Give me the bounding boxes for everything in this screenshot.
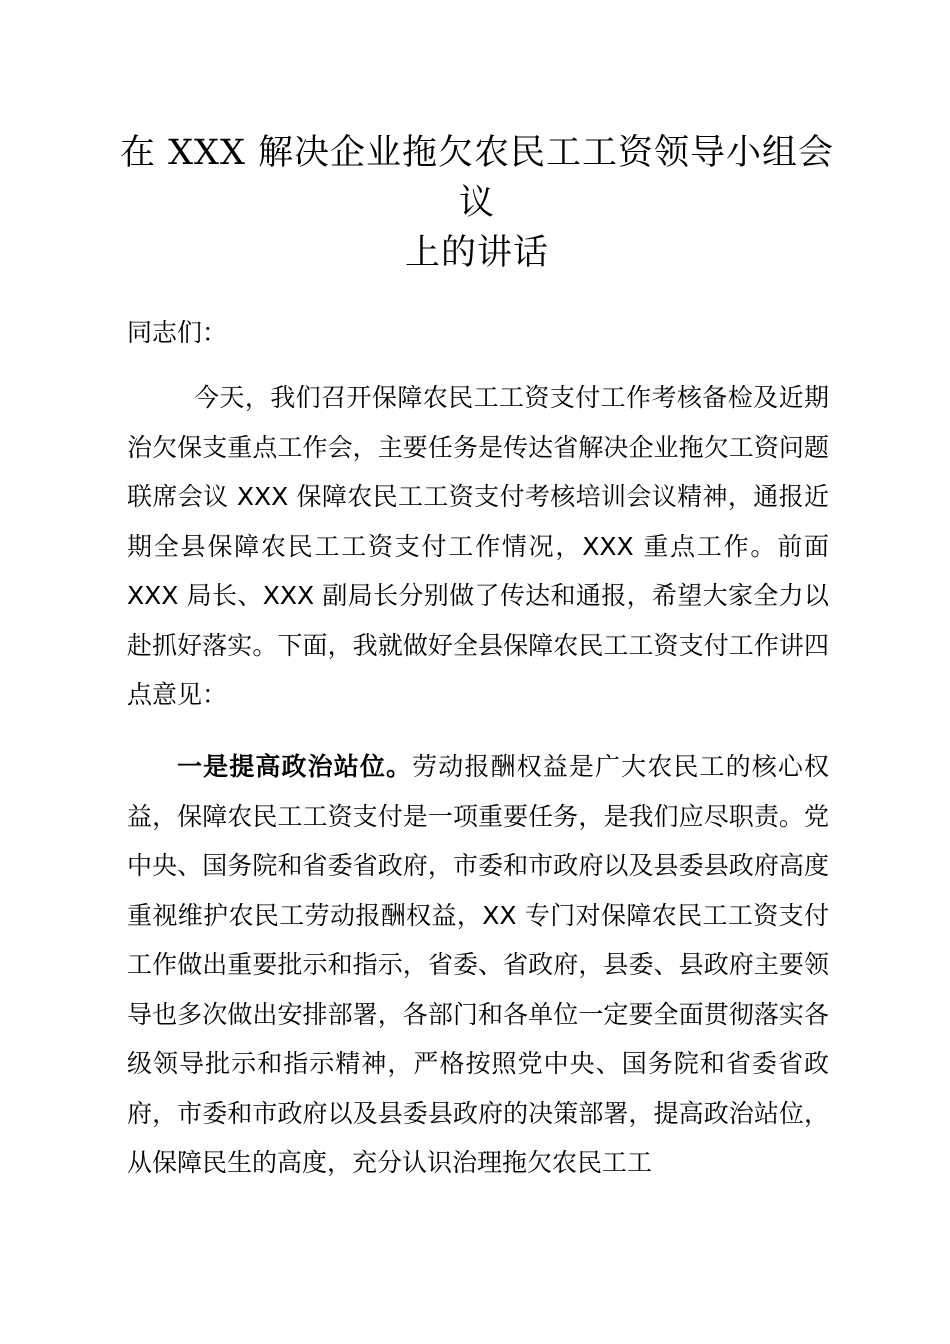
- point-one-body: 劳动报酬权益是广大农民工的核心权益，保障农民工工资支付是一项重要任务，是我们应尽职责。党中央、国务院和省委省政府，市委和市政府以及县委县政府高度重视维护农民工劳动报酬权益，XX 专门对保障农民工工资支付工作做出重要批示和指示，省委、省政府，县委、县政府主要领导也多次做出安排部署，各部门和各单位一定要全面贯彻落实各级领导批示和指示精神，严格按照党中央、国务院和省委省政府，市委和市政府以及县委县政府的决策部署，提高政治站位，从保障民生的高度，充分认识治理拖欠农民工工: [127, 752, 829, 1177]
- paragraph-point-one: [127, 742, 829, 1188]
- document-title: [120, 128, 834, 278]
- title-line-2: 上的讲话: [404, 233, 549, 273]
- point-one-heading: 一是提高政治站位。: [177, 752, 413, 781]
- title-line-1: 在 XXX 解决企业拖欠农民工工资领导小组会议: [120, 133, 835, 223]
- paragraph-intro: 今天，我们召开保障农民工工资支付工作考核备检及近期治欠保支重点工作会，主要任务是传达省解决企业拖欠工资问题联席会议 XXX 保障农民工工资支付考核培训会议精神，通报近期全县保障农民工工资支付工作情况，XXX 重点工作。前面 XXX 局长、XXX 副局长分别做了传达和通报，希望大家全力以赴抓好落实。下面，我就做好全县保障农民工工资支付工作讲四点意见：: [127, 383, 829, 709]
- salutation: 同志们：: [127, 318, 228, 347]
